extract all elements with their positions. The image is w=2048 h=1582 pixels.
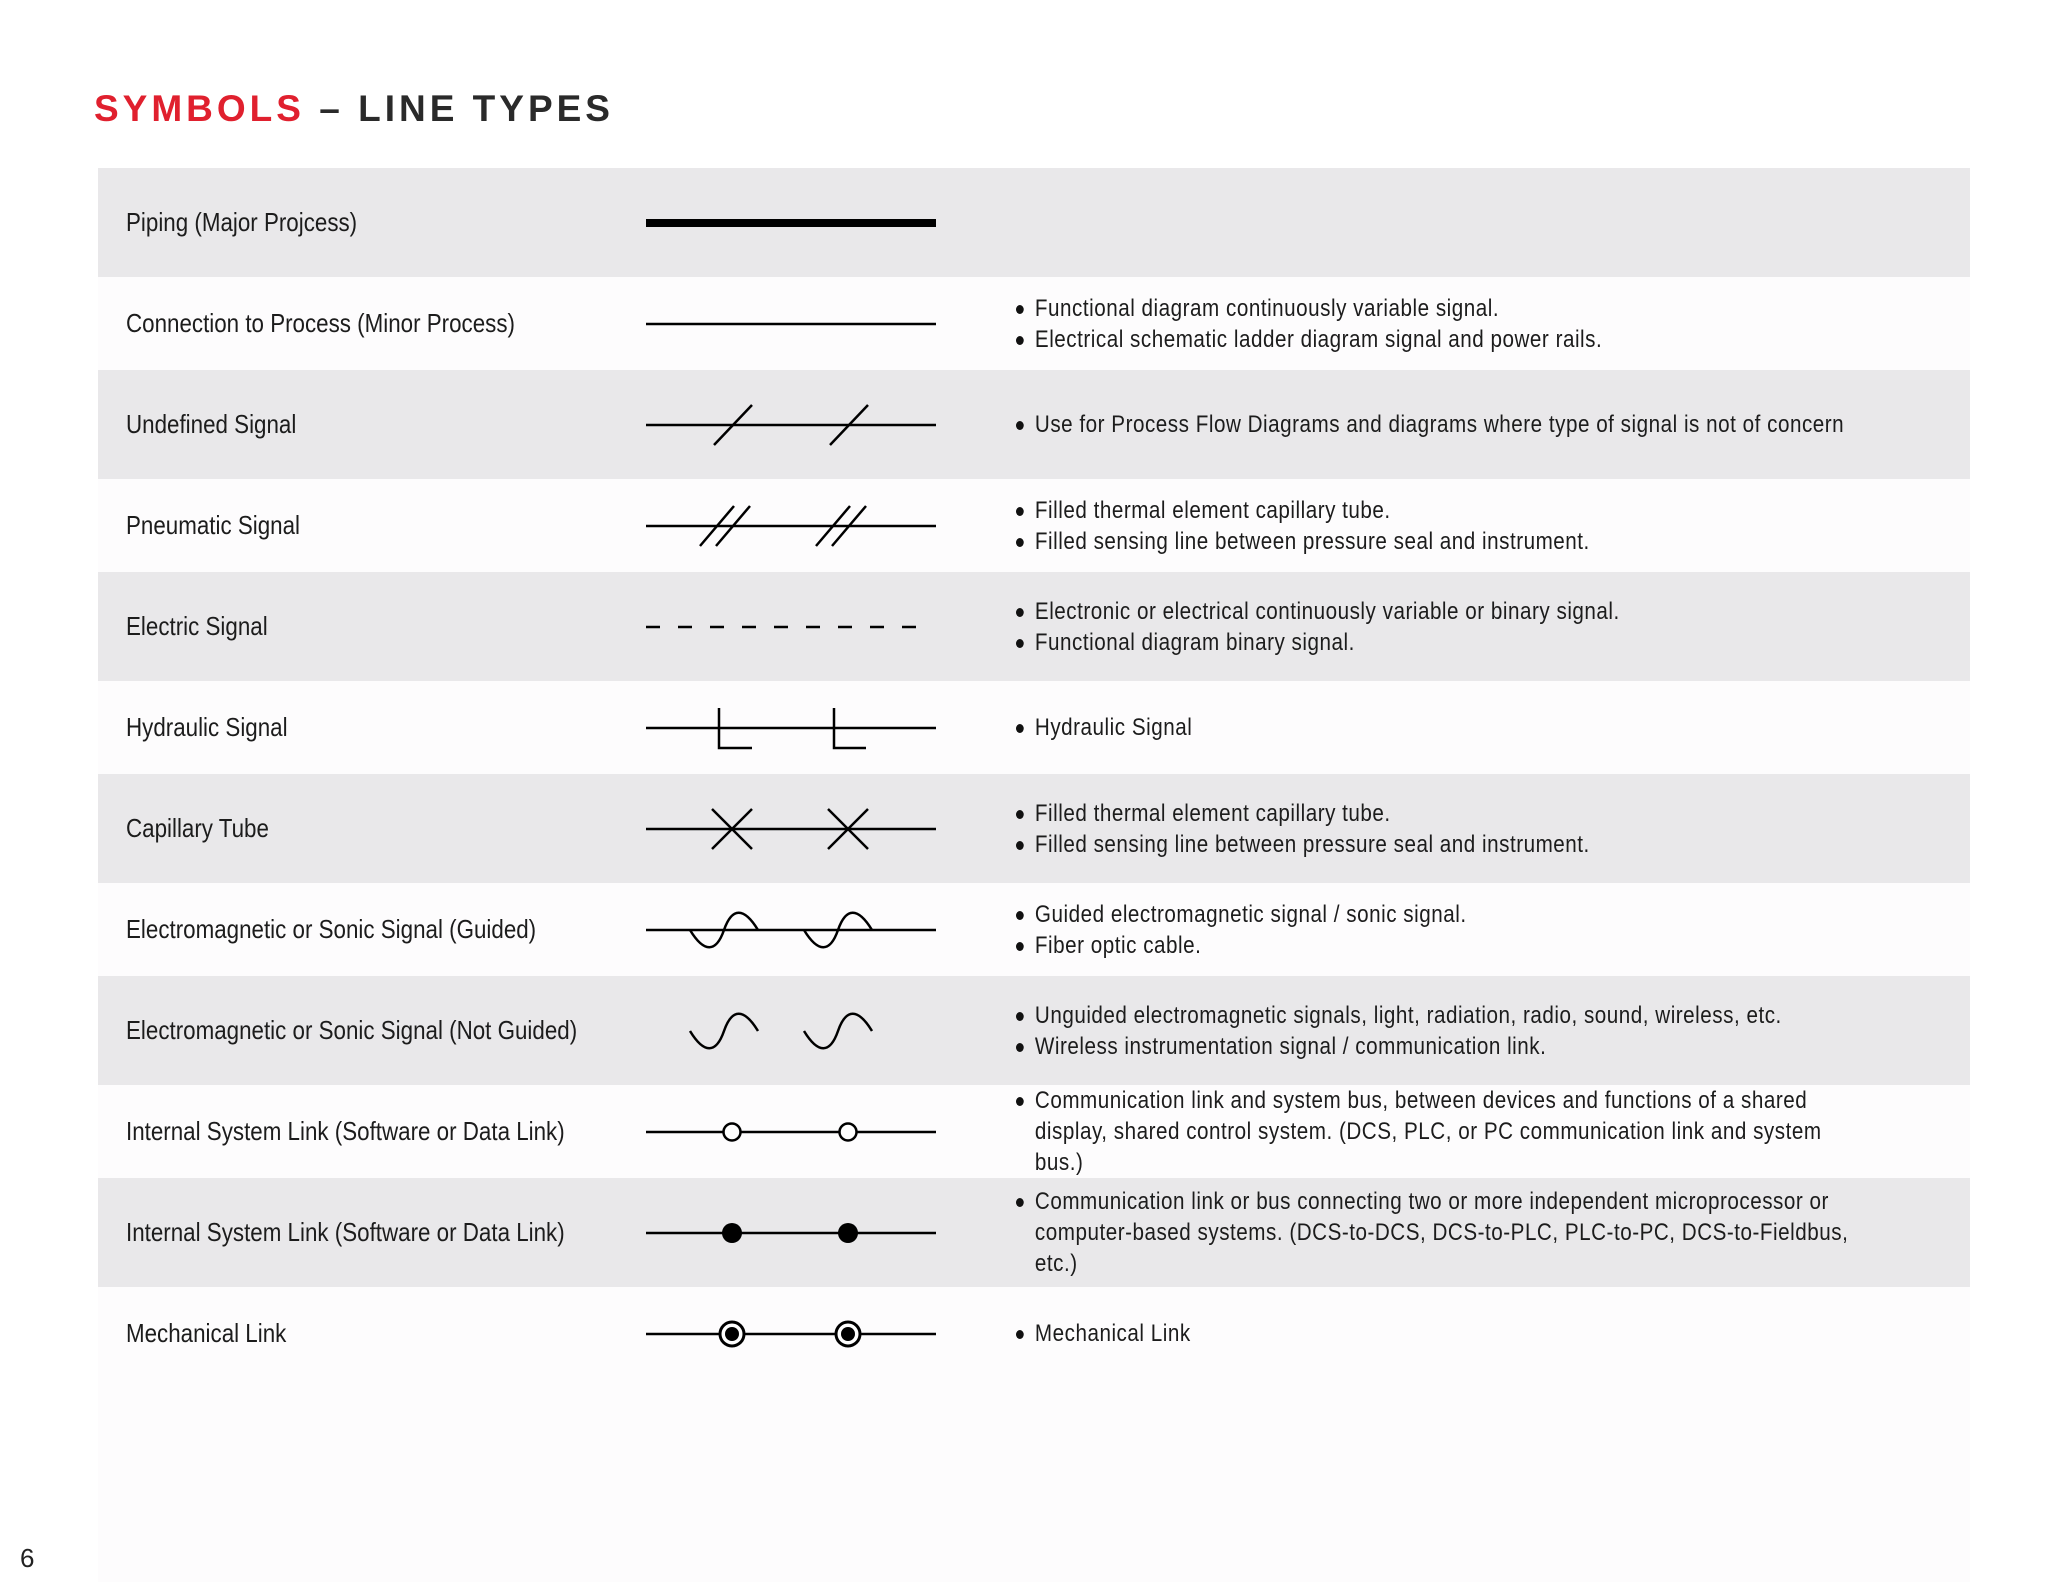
open-circle-line-icon <box>646 1085 946 1178</box>
x-marked-line-icon <box>646 774 946 883</box>
row-notes <box>1016 976 1876 1085</box>
table-row <box>98 370 1970 479</box>
row-notes <box>1016 1287 1876 1380</box>
note-item: Wireless instrumentation signal / communication link. <box>1016 1031 1876 1062</box>
row-notes <box>1016 370 1876 479</box>
row-label: Electromagnetic or Sonic Signal (Not Guided) <box>126 1015 578 1045</box>
row-label: Connection to Process (Minor Process) <box>126 308 515 338</box>
table-row <box>98 1085 1970 1178</box>
table-row <box>98 572 1970 681</box>
unguided-wave-icon <box>646 976 946 1085</box>
row-notes <box>1016 883 1876 976</box>
page-number: 6 <box>20 1543 35 1573</box>
table-row <box>98 168 1970 277</box>
row-label: Internal System Link (Software or Data Link) <box>126 1217 565 1247</box>
single-slash-line-icon <box>646 370 946 479</box>
note-item: Functional diagram continuously variable signal. <box>1016 293 1876 324</box>
note-item: Filled thermal element capillary tube. <box>1016 495 1876 526</box>
row-label: Capillary Tube <box>126 813 269 843</box>
note-item: Use for Process Flow Diagrams and diagrams where type of signal is not of concern <box>1016 409 1876 440</box>
row-notes <box>1016 277 1876 370</box>
note-item: Filled sensing line between pressure seal and instrument. <box>1016 829 1876 860</box>
row-notes <box>1016 774 1876 883</box>
thick-line-icon <box>646 168 946 277</box>
table-row <box>98 277 1970 370</box>
page-title-rest: – LINE TYPES <box>304 88 614 129</box>
row-notes <box>1016 681 1876 774</box>
row-label: Piping (Major Projcess) <box>126 207 358 237</box>
row-label: Undefined Signal <box>126 409 297 439</box>
table-row <box>98 976 1970 1085</box>
double-slash-line-icon <box>646 479 946 572</box>
table-row <box>98 479 1970 572</box>
note-item: Electronic or electrical continuously variable or binary signal. <box>1016 596 1876 627</box>
filled-circle-line-icon <box>646 1178 946 1287</box>
page-title-accent: SYMBOLS <box>94 88 305 129</box>
bullseye-line-icon <box>646 1287 946 1380</box>
note-item: Unguided electromagnetic signals, light, radiation, radio, sound, wireless, etc. <box>1016 1000 1876 1031</box>
row-notes <box>1016 479 1876 572</box>
table-row <box>98 1178 1970 1287</box>
row-label: Electromagnetic or Sonic Signal (Guided) <box>126 914 537 944</box>
row-label: Hydraulic Signal <box>126 712 288 742</box>
note-item: Filled sensing line between pressure seal and instrument. <box>1016 526 1876 557</box>
page-title <box>94 88 614 130</box>
table-row <box>98 883 1970 976</box>
table-row <box>98 774 1970 883</box>
row-label: Mechanical Link <box>126 1318 287 1348</box>
hydraulic-line-icon <box>646 681 946 774</box>
row-label: Internal System Link (Software or Data Link) <box>126 1116 565 1146</box>
note-item: Electrical schematic ladder diagram signal and power rails. <box>1016 324 1876 355</box>
thin-line-icon <box>646 277 946 370</box>
note-item: Filled thermal element capillary tube. <box>1016 798 1876 829</box>
note-item: Communication link or bus connecting two or more independent microprocessor or computer-based systems. (DCS-to-DCS, DCS-to-PLC, PLC-to-PC, DCS-to-Fieldbus, etc.) <box>1016 1186 1876 1279</box>
row-label: Electric Signal <box>126 611 268 641</box>
row-notes <box>1016 1085 1876 1178</box>
note-item: Guided electromagnetic signal / sonic signal. <box>1016 899 1876 930</box>
note-item: Fiber optic cable. <box>1016 930 1876 961</box>
table-row <box>98 681 1970 774</box>
row-notes <box>1016 1178 1876 1287</box>
dashed-line-icon <box>646 572 946 681</box>
guided-wave-line-icon <box>646 883 946 976</box>
row-notes <box>1016 572 1876 681</box>
note-item: Mechanical Link <box>1016 1318 1876 1349</box>
note-item: Communication link and system bus, between devices and functions of a shared display, shared control system. (DCS, PLC, or PC communication link and system bus.) <box>1016 1085 1876 1178</box>
row-label: Pneumatic Signal <box>126 510 301 540</box>
note-item: Functional diagram binary signal. <box>1016 627 1876 658</box>
line-types-table <box>98 168 1970 1582</box>
table-row <box>98 1287 1970 1380</box>
note-item: Hydraulic Signal <box>1016 712 1876 743</box>
